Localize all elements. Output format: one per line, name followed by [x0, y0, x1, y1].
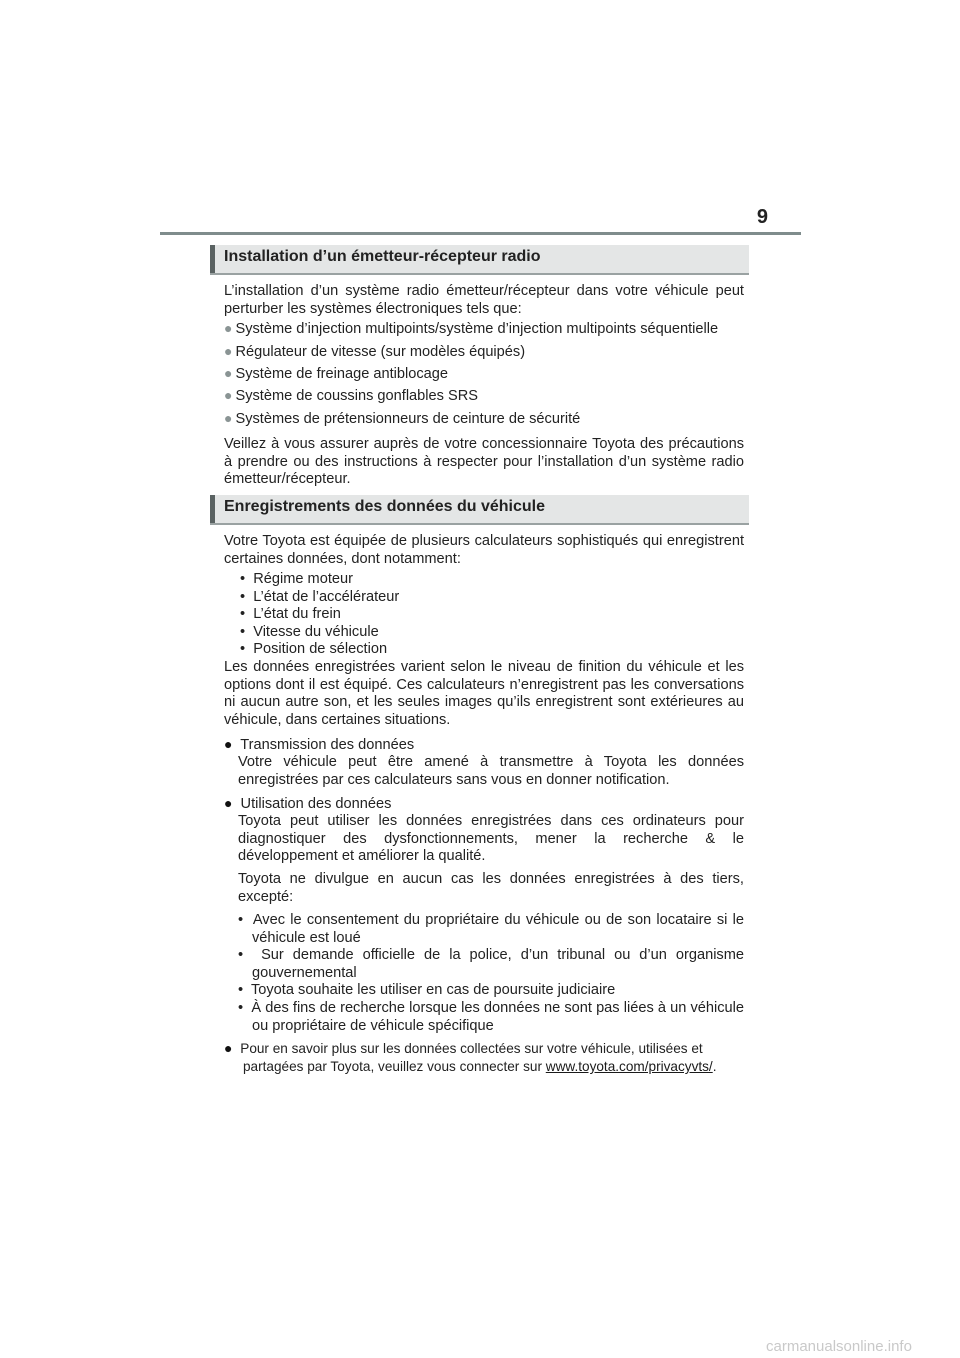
- bullet-icon: ●: [224, 387, 233, 403]
- dash-icon: •: [238, 912, 244, 928]
- list-item: ● Système de coussins gonflables SRS: [224, 387, 479, 404]
- bullet-icon: ●: [224, 320, 233, 336]
- list-item: • Toyota souhaite les utiliser en cas de poursuite judiciaire: [238, 982, 616, 998]
- disclosure-text: Toyota ne divulgue en aucun cas les données enregistrées à des tiers, excepté:: [238, 871, 744, 905]
- privacy-link[interactable]: www.toyota.com/privacyvts/: [545, 1059, 713, 1074]
- dash-icon: •: [238, 982, 244, 998]
- list-item: • L’état de l’accélérateur: [240, 589, 400, 605]
- data-paragraph: Les données enregistrées varient selon le niveau de finition du véhicule et les options dont il est équipé. Ces calculateurs n’enregistrent pas les conversations ni aucun autre son, et les seules images qu’ils enregistrent sont extérieures au véhicule, dans certaines situations.: [224, 659, 744, 728]
- bullet-icon: ●: [224, 1040, 233, 1056]
- bullet-icon: ●: [224, 410, 233, 426]
- section-heading-data: [210, 495, 749, 525]
- dash-icon: •: [238, 1000, 244, 1016]
- list-item: ● Régulateur de vitesse (sur modèles équipés): [224, 343, 526, 360]
- subheading-transmission: ● Transmission des données: [224, 736, 415, 753]
- header-rule: [160, 232, 801, 235]
- privacy-line-2: partagées par Toyota, veuillez vous connecter sur www.toyota.com/privacyvts/.: [243, 1059, 717, 1074]
- dash-icon: •: [238, 947, 244, 963]
- dash-icon: •: [240, 641, 246, 657]
- radio-outro: Veillez à vous assurer auprès de votre concessionnaire Toyota des précautions à prendre ou des instructions à respecter pour l’installation d’un système radio émetteur/récepteur.: [224, 436, 744, 487]
- list-item: • Position de sélection: [240, 641, 388, 657]
- radio-intro: L’installation d’un système radio émetteur/récepteur dans votre véhicule peut perturber les systèmes électroniques tels que:: [224, 283, 744, 317]
- section-heading-radio: [210, 245, 749, 275]
- list-item: • Avec le consentement du propriétaire du véhicule ou de son locataire si le véhicule est loué: [238, 912, 745, 946]
- section-title: Installation d’un émetteur-récepteur radio: [224, 248, 541, 265]
- transmission-text: Votre véhicule peut être amené à transmettre à Toyota les données enregistrées par ces calculateurs sans vous en donner notification.: [238, 754, 744, 788]
- list-item: • Régime moteur: [240, 571, 353, 587]
- dash-icon: •: [240, 606, 246, 622]
- list-item: • Sur demande officielle de la police, d’un tribunal ou d’un organisme gouvernemental: [238, 947, 745, 981]
- heading-accent-bar: [210, 245, 215, 273]
- list-item: ● Système d’injection multipoints/système d’injection multipoints séquentielle: [224, 320, 719, 337]
- dash-icon: •: [240, 589, 246, 605]
- list-item: • À des fins de recherche lorsque les données ne sont pas liées à un véhicule ou propriétaire de véhicule spécifique: [238, 1000, 745, 1034]
- section-title: Enregistrements des données du véhicule: [224, 498, 545, 515]
- list-item: ● Système de freinage antiblocage: [224, 365, 449, 382]
- list-item: • Vitesse du véhicule: [240, 624, 379, 640]
- bullet-icon: ●: [224, 343, 233, 359]
- page-number: 9: [756, 206, 768, 228]
- heading-accent-bar: [210, 495, 215, 523]
- bullet-icon: ●: [224, 736, 233, 752]
- bullet-icon: ●: [224, 795, 233, 811]
- subheading-usage: ● Utilisation des données: [224, 795, 392, 812]
- dash-icon: •: [240, 624, 246, 640]
- data-intro: Votre Toyota est équipée de plusieurs calculateurs sophistiqués qui enregistrent certaines données, dont notamment:: [224, 533, 744, 567]
- bullet-icon: ●: [224, 365, 233, 381]
- list-item: • L’état du frein: [240, 606, 341, 622]
- privacy-line-1: ● Pour en savoir plus sur les données collectées sur votre véhicule, utilisées et: [224, 1040, 703, 1056]
- watermark: carmanualsonline.info: [766, 1338, 912, 1355]
- dash-icon: •: [240, 571, 246, 587]
- usage-text: Toyota peut utiliser les données enregistrées dans ces ordinateurs pour diagnostiquer des dysfonctionnements, mener la recherche & le développement et améliorer la qualité.: [238, 813, 744, 864]
- list-item: ● Systèmes de prétensionneurs de ceinture de sécurité: [224, 410, 581, 427]
